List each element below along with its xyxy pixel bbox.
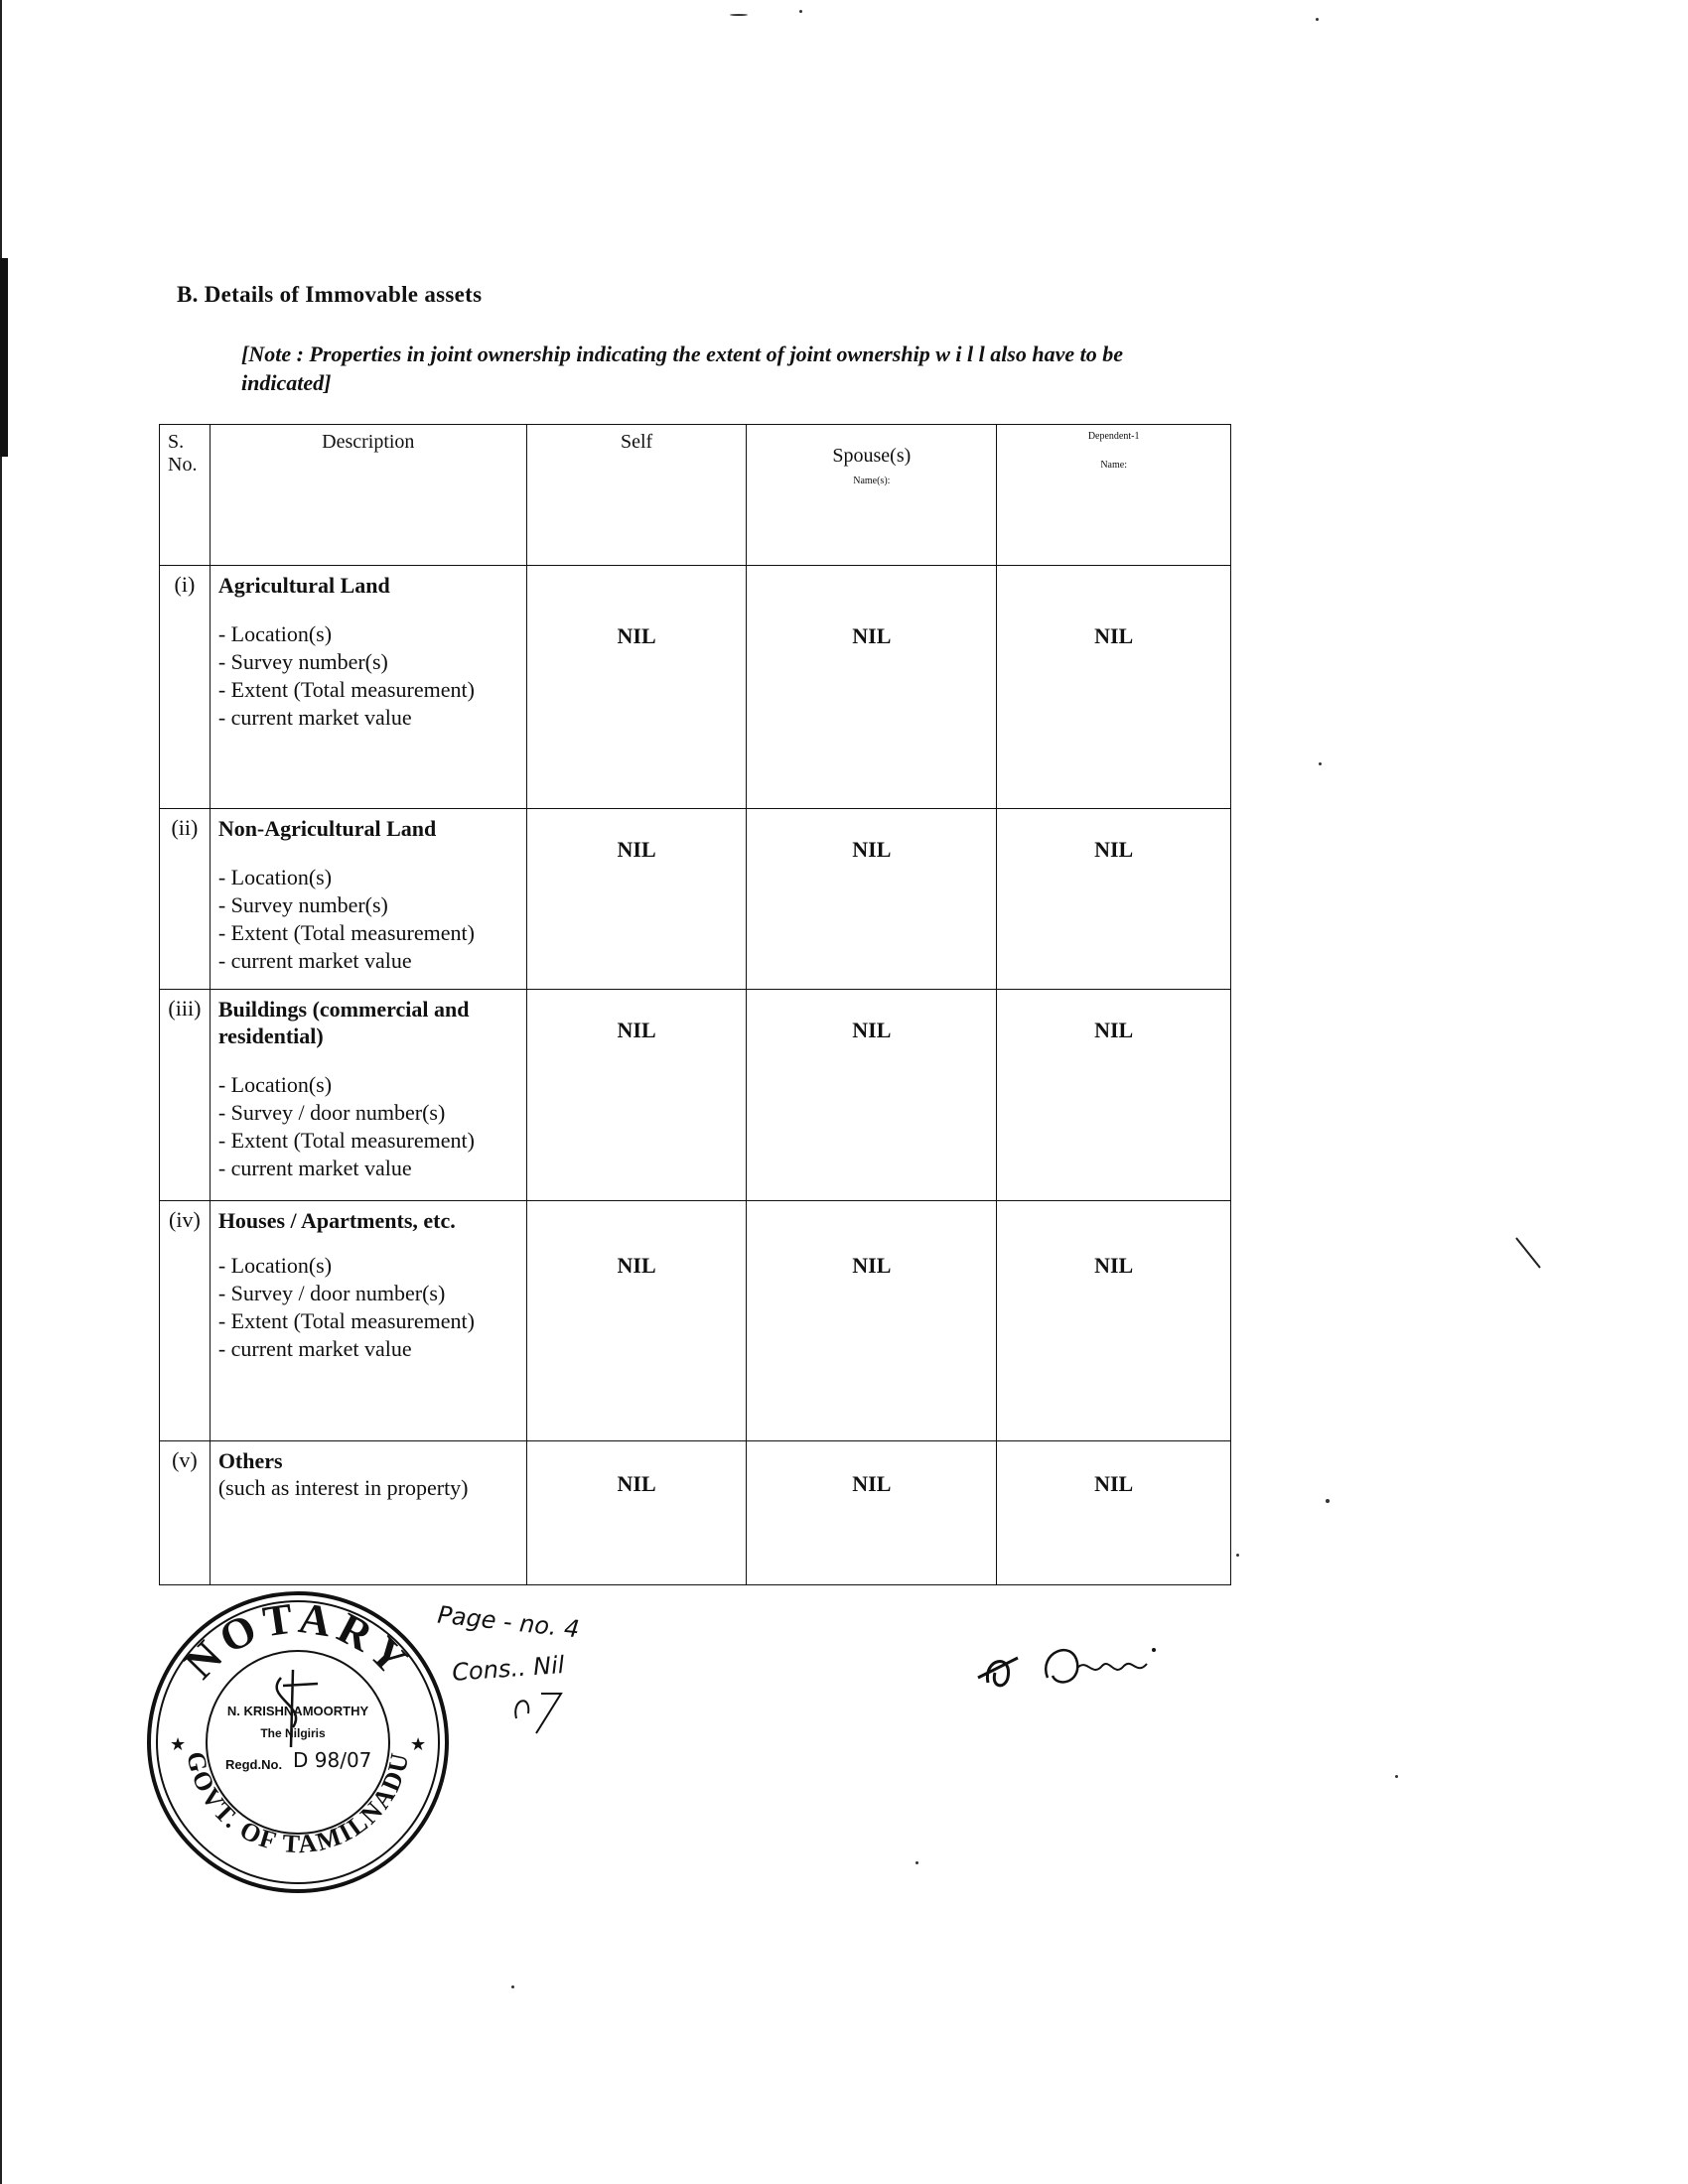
handwritten-line: Cons.. Nil: [451, 1650, 566, 1687]
seal-reg-label: Regd.No.: [225, 1757, 283, 1772]
handwritten-note: [436, 1600, 675, 1762]
table-row: [160, 1201, 1231, 1441]
row-item: (such as interest in property): [217, 1475, 469, 1500]
seal-star-icon: ★: [410, 1734, 427, 1754]
row-item: - Location(s): [217, 1072, 333, 1097]
row-description: [210, 1441, 526, 1585]
table-row: [160, 1441, 1231, 1585]
row-item: - Extent (Total measurement): [217, 1128, 475, 1153]
handwritten-line: Page - no. 4: [436, 1600, 581, 1644]
scan-edge-mark: [0, 258, 8, 457]
row-title: Buildings (commercial and residential): [217, 997, 470, 1048]
row-title: Non-Agricultural Land: [217, 816, 437, 841]
row-sno: (iv): [160, 1201, 211, 1441]
scan-speck: [1316, 18, 1319, 21]
header-self: Self: [526, 425, 747, 566]
row-spouse-value: NIL: [747, 1441, 997, 1585]
row-item: - current market value: [217, 1336, 412, 1361]
row-dependent-value: NIL: [997, 990, 1231, 1201]
seal-top-text: NOTARY: [175, 1592, 421, 1689]
row-item: - Survey number(s): [217, 892, 388, 917]
section-title: B. Details of Immovable assets: [177, 282, 483, 307]
row-item: - current market value: [217, 705, 412, 730]
row-spouse-value: NIL: [747, 566, 997, 809]
row-spouse-value: NIL: [747, 1201, 997, 1441]
header-spouse-label: Spouse(s): [832, 445, 912, 467]
row-dependent-value: NIL: [997, 1441, 1231, 1585]
row-description: [210, 809, 526, 990]
seal-notary-name: N. KRISHNAMOORTHY: [226, 1704, 369, 1718]
row-description: [210, 566, 526, 809]
row-item: - Extent (Total measurement): [217, 677, 475, 702]
scan-speck: [1236, 1554, 1239, 1557]
row-self-value: NIL: [526, 1201, 747, 1441]
row-self-value: NIL: [526, 566, 747, 809]
scan-speck: [799, 10, 802, 13]
notary-seal: [144, 1588, 452, 1896]
row-item: - Location(s): [217, 621, 333, 646]
table-row: [160, 990, 1231, 1201]
scan-speck: [915, 1861, 918, 1864]
row-sno: (iii): [160, 990, 211, 1201]
header-dependent-label: Dependent-1: [1087, 431, 1140, 442]
row-sno: (i): [160, 566, 211, 809]
row-item: - Survey / door number(s): [217, 1281, 446, 1305]
scan-speck: [730, 14, 748, 16]
row-item: - Extent (Total measurement): [217, 1308, 475, 1333]
row-self-value: NIL: [526, 990, 747, 1201]
row-item: - Extent (Total measurement): [217, 920, 475, 945]
header-description: Description: [210, 425, 526, 566]
row-sno: (v): [160, 1441, 211, 1585]
row-description: [210, 1201, 526, 1441]
header-dependent: [997, 425, 1231, 566]
table-header-row: [160, 425, 1231, 566]
scan-speck: [1319, 762, 1322, 765]
header-spouse: [747, 425, 997, 566]
row-item: - Survey number(s): [217, 649, 388, 674]
row-spouse-value: NIL: [747, 990, 997, 1201]
row-sno: (ii): [160, 809, 211, 990]
row-item: - current market value: [217, 948, 412, 973]
row-item: - current market value: [217, 1156, 412, 1180]
svg-text:NOTARY: [175, 1593, 421, 1689]
header-sno: S. No.: [160, 425, 211, 566]
scan-stroke: [1514, 1236, 1544, 1271]
row-self-value: NIL: [526, 1441, 747, 1585]
table-row: [160, 566, 1231, 809]
scan-speck: [1326, 1499, 1330, 1503]
scan-speck: [1395, 1775, 1398, 1778]
seal-place: The Nilgiris: [260, 1726, 326, 1740]
immovable-assets-table: [159, 424, 1231, 1585]
note-text: [Note : Properties in joint ownership indicating the extent of joint ownership w i l l also have to be indicated]: [241, 341, 1124, 395]
row-dependent-value: NIL: [997, 1201, 1231, 1441]
row-dependent-value: NIL: [997, 809, 1231, 990]
row-dependent-value: NIL: [997, 566, 1231, 809]
row-item: - Location(s): [217, 865, 333, 889]
header-dependent-name: Name:: [1100, 460, 1127, 471]
signature: [973, 1628, 1231, 1707]
seal-star-icon: ★: [170, 1734, 187, 1754]
row-description: [210, 990, 526, 1201]
row-item: - Survey / door number(s): [217, 1100, 446, 1125]
row-item: - Location(s): [217, 1253, 333, 1278]
header-spouse-names: Name(s):: [853, 476, 891, 486]
scan-speck: [511, 1985, 514, 1988]
handwritten-initials: [506, 1679, 586, 1738]
row-spouse-value: NIL: [747, 809, 997, 990]
seal-reg-number: D 98/07: [293, 1748, 372, 1772]
row-title: Others: [217, 1448, 283, 1473]
row-self-value: NIL: [526, 809, 747, 990]
row-title: Agricultural Land: [217, 573, 390, 598]
row-title: Houses / Apartments, etc.: [217, 1208, 456, 1233]
seal-bottom-text: GOVT. OF TAMILNADU: [181, 1748, 415, 1859]
table-row: [160, 809, 1231, 990]
